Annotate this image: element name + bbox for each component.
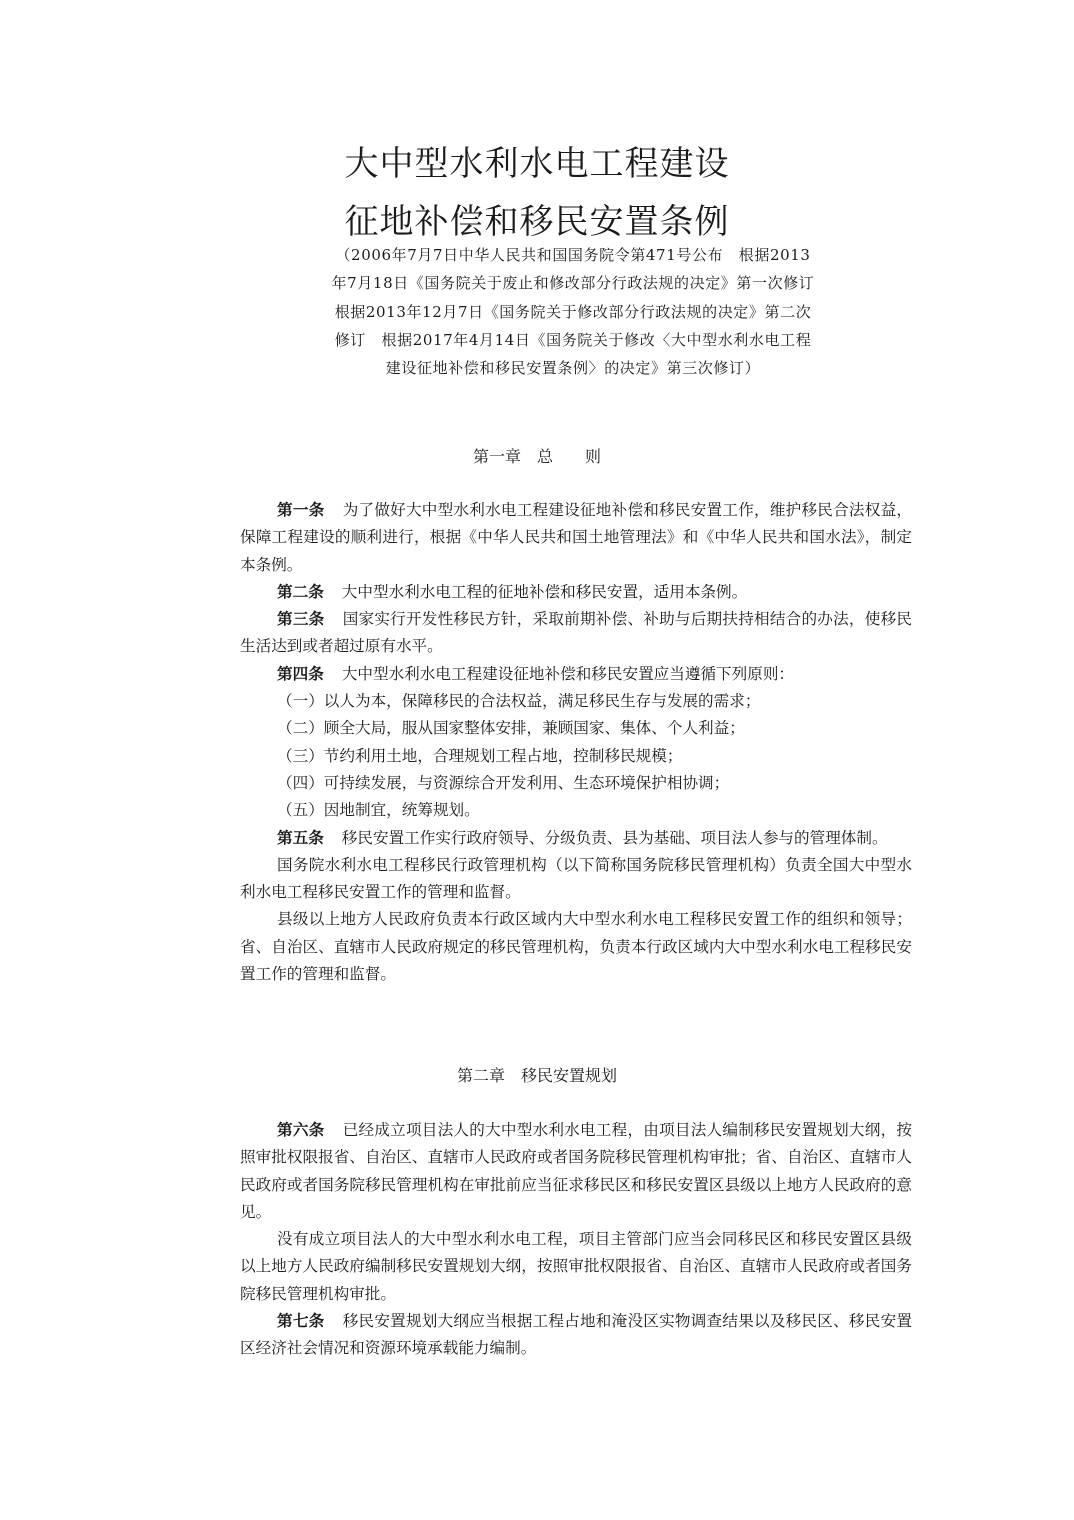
article-text: 移民安置规划大纲应当根据工程占地和淹没区实物调查结果以及移民区、移民安置区经济社会情况和资源环境承载能力编制。 [240, 1312, 912, 1358]
article-label: 第二条 [277, 582, 324, 601]
principle-item: （四）可持续发展，与资源综合开发利用、生态环境保护相协调； [277, 773, 730, 792]
article-label: 第五条 [277, 828, 324, 847]
article-5-paragraph-2: 国务院水利水电工程移民行政管理机构（以下简称国务院移民管理机构）负责全国大中型水利水电工程移民安置工作的管理和监督。 [240, 855, 912, 902]
article-2 [240, 579, 912, 606]
article-5 [240, 825, 912, 852]
chapter-2-heading: 第二章 移民安置规划 [456, 1066, 617, 1085]
article-text: 大中型水利水电工程建设征地补偿和移民安置应当遵循下列原则： [341, 664, 795, 683]
chapter-2-body [240, 1117, 912, 1363]
article-5-paragraph-3: 县级以上地方人民政府负责本行政区域内大中型水利水电工程移民安置工作的组织和领导；省、自治区、直辖市人民政府规定的移民管理机构，负责本行政区域内大中型水利水电工程移民安置工作的管理和监督。 [240, 910, 912, 984]
article-label: 第三条 [277, 610, 325, 629]
document-title-line-1: 大中型水利水电工程建设 [344, 144, 730, 184]
chapter-1-body [240, 497, 912, 988]
article-text: 大中型水利水电工程的征地补偿和移民安置，适用本条例。 [341, 582, 748, 601]
principle-item: （一）以人为本，保障移民的合法权益，满足移民生存与发展的需求； [277, 692, 761, 711]
principle-item: （二）顾全大局，服从国家整体安排，兼顾国家、集体、个人利益； [277, 719, 745, 738]
article-text: 移民安置工作实行政府领导、分级负责、县为基础、项目法人参与的管理体制。 [341, 828, 888, 847]
article-1 [240, 497, 912, 579]
article-4 [240, 661, 912, 688]
principle-item: （三）节约利用土地，合理规划工程占地，控制移民规模； [277, 746, 683, 765]
article-label: 第一条 [277, 501, 325, 519]
article-label: 第四条 [277, 664, 324, 683]
article-text: 国家实行开发性移民方针，采取前期补偿、补助与后期扶持相结合的办法，使移民生活达到或者超过原有水平。 [240, 610, 912, 656]
principle-item: （五）因地制宜，统筹规划。 [277, 801, 480, 820]
article-text: 为了做好大中型水利水电工程建设征地补偿和移民安置工作，维护移民合法权益，保障工程建设的顺利进行，根据《中华人民共和国土地管理法》和《中华人民共和国水法》，制定本条例。 [240, 501, 912, 574]
article-text: 已经成立项目法人的大中型水利水电工程，由项目法人编制移民安置规划大纲，按照审批权限报省、自治区、直辖市人民政府或者国务院移民管理机构审批；省、自治区、直辖市人民政府或者国务院移民管理机构在审批前应当征求移民区和移民安置区县级以上地方人民政府的意见。 [240, 1121, 912, 1221]
article-label: 第六条 [277, 1121, 325, 1139]
article-6-paragraph-2: 没有成立项目法人的大中型水利水电工程，项目主管部门应当会同移民区和移民安置区县级以上地方人民政府编制移民安置规划大纲，按照审批权限报省、自治区、直辖市人民政府或者国务院移民管理机构审批。 [240, 1230, 912, 1303]
article-3 [240, 606, 912, 661]
article-6 [240, 1117, 912, 1226]
article-7 [240, 1308, 912, 1363]
article-label: 第七条 [277, 1312, 325, 1331]
chapter-1-heading: 第一章 总 则 [472, 447, 601, 466]
source-note: （2006年7月7日中华人民共和国国务院令第471号公布 根据2013年7月18日《国务院关于废止和修改部分行政法规的决定》第一次修订 根据2013年12月7日《国务院关于修改部分行政法规的决定》第二次修订 根据2017年4月14日《国务院关于修改〈大中型水利水电工程建设征地补偿和移民安置条例〉的决定》第三次修订） [331, 246, 831, 378]
document-title-line-2: 征地补偿和移民安置条例 [344, 202, 730, 242]
